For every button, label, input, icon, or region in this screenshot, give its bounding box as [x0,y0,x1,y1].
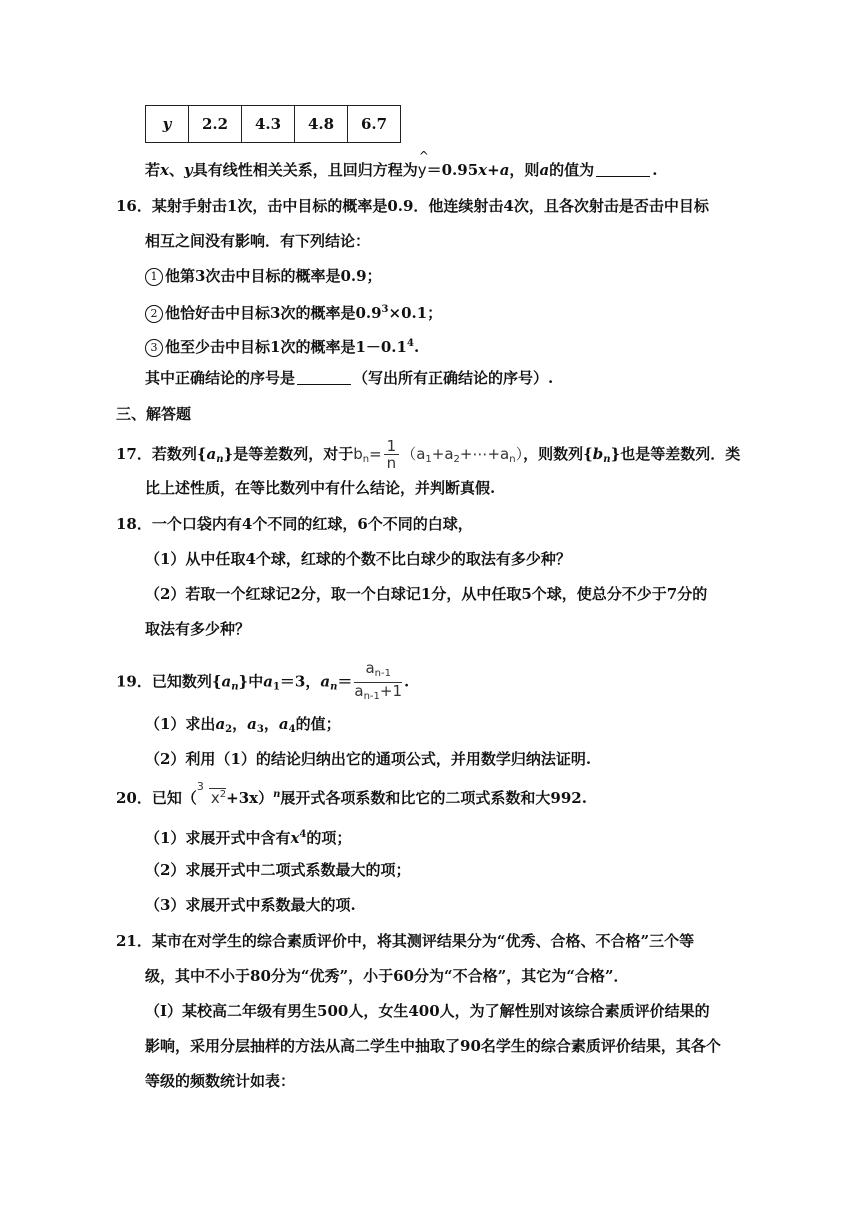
cube-root: 3 $x^2$ [196,780,227,807]
table-cell: 2.2 [189,106,242,143]
q21-line1: 21．某市在对学生的综合素质评价中，将其测评结果分为“优秀、合格、不合格”三个等 [116,932,695,950]
q16-line1: 16．某射手射击1次，击中目标的概率是0.9．他连续射击4次，且各次射击是否击中目标 [116,197,709,215]
table-cell: 4.8 [295,106,348,143]
q15-text: 若x、y具有线性相关关系，且回归方程为^ y＝0.95x+a，则a的值为 . [145,160,657,180]
q19-part2: （2）利用（1）的结论归纳出它的通项公式，并用数学归纳法证明. [145,750,592,768]
q18-part2: （2）若取一个红球记2分，取一个白球记1分，从中任取5个球，使总分不少于7分的 [145,585,708,603]
q17-line2: 比上述性质，在等比数列中有什么结论，并判断真假. [145,479,496,497]
q18-part1: （1）从中任取4个球，红球的个数不比白球少的取法有多少种？ [145,550,571,568]
section-heading: 三、解答题 [116,405,192,423]
q16-conclusion-3: 3 他至少击中目标1次的概率是$1-0.1^4$. [145,334,419,357]
q18-line1: 18．一个口袋内有4个不同的红球，6个不同的白球， [116,515,473,533]
answer-blank [297,370,351,385]
q18-part2-cont: 取法有多少种？ [145,620,251,638]
q16-conclusion-1: 1 他第3次击中目标的概率是0.9； [145,266,382,286]
table-row [146,106,401,143]
q19-line1: 19．已知数列$\{a_n\}$中$a_1=3$，$a_n=$ $\frac{a_{n-1}}{a_{n-1}+1}$ . [116,660,409,688]
table-cell: 6.7 [348,106,401,143]
q17-line1: 17．若数列$\{a_n\}$是等差数列，对于$b_n=$ $\frac{1}{n}$ $(a_1+a_2+\cdots+a_n)$，则数列$\{b_n\}$也是等差数列．类 [116,437,741,472]
data-table [145,105,401,143]
q21-line3: （Ⅰ）某校高二年级有男生500人，女生400人，为了解性别对该综合素质评价结果的 [145,1002,710,1020]
q21-line5: 等级的频数统计如表： [145,1072,296,1090]
q20-line1: 20．已知（ 3 $x^2+3x)^n$展开式各项系数和比它的二项式系数和大992. [116,780,587,807]
q16-conclusion-2: 2 他恰好击中目标3次的概率是$0.9^3\times 0.1$； [145,300,442,323]
q21-line2: 级，其中不小于80分为“优秀”，小于60分为“不合格”，其它为“合格”． [145,967,629,985]
q16-answer: 其中正确结论的序号是 （写出所有正确结论的序号）. [145,369,554,387]
table-header-cell: y [146,106,189,143]
q21-line4: 影响，采用分层抽样的方法从高二学生中抽取了90名学生的综合素质评价结果，其各个 [145,1037,721,1055]
q16-line2: 相互之间没有影响．有下列结论： [145,232,371,250]
answer-blank [596,162,650,177]
q19-fraction: $\frac{a_{n-1}}{a_{n-1}+1}$ [354,659,403,702]
q20-part1: （1）求展开式中含有$x^4$的项； [145,829,352,847]
table-cell: 4.3 [242,106,295,143]
q17-formula: $b_n=$ $\frac{1}{n}$ $(a_1+a_2+\cdots+a_n)$ [353,437,524,472]
y-hat: ^ y [418,160,427,180]
q20-part2: （2）求展开式中二项式系数最大的项； [145,861,411,879]
q19-part1: （1）求出$a_2$，$a_3$，$a_4$的值； [145,715,341,735]
q20-part3: （3）求展开式中系数最大的项. [145,896,356,914]
